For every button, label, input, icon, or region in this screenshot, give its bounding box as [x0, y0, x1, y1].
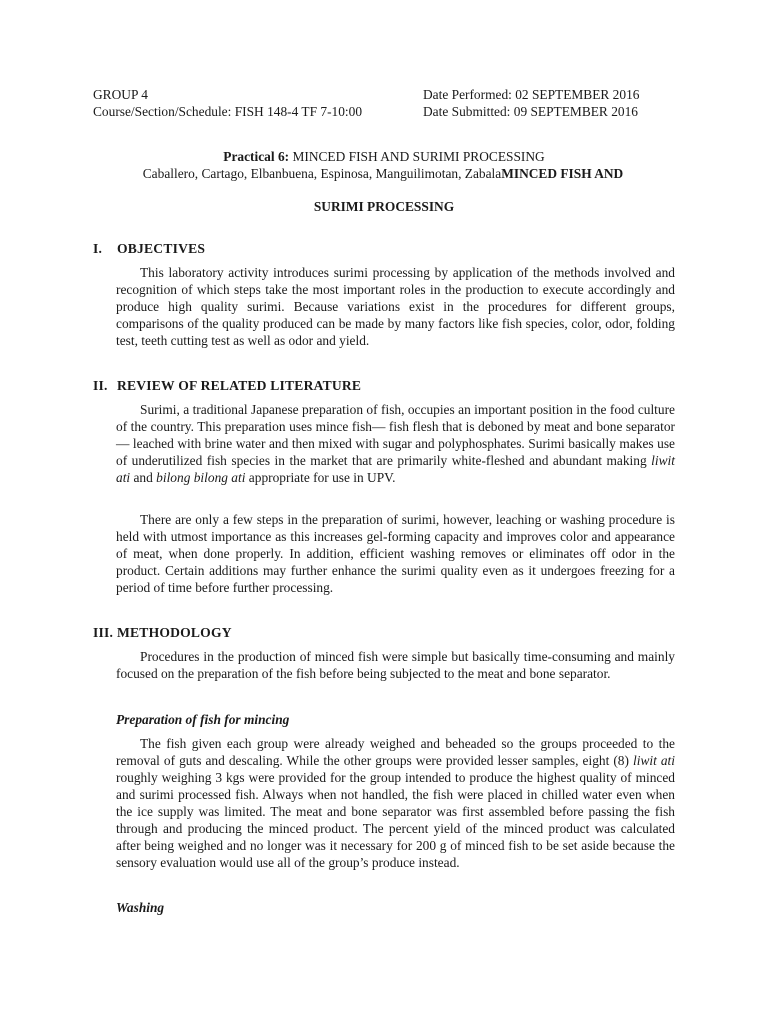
header-row-1 — [93, 87, 673, 104]
text-run: roughly weighing 3 kgs were provided for the group intended to produce the highest quality of minced and surimi processed fish. Always when not handled, the fish were placed in chilled water even when the ice supply was limited. The meat and bone separator was first assembled before passing the fish through and producing the minced product. The percent yield of the minced product was calculated after being weighed and no longer was it necessary for 200 g of minced fish to be set aside because the sensory evaluation would use all of the group’s produce instead. — [116, 770, 675, 870]
objectives-paragraph: This laboratory activity introduces surimi processing by application of the methods involved and recognition of which steps take the most important roles in the production to execute accordingly and produce high quality surimi. Because variations exist in the procedures for different groups, comparisons of the quality produced can be made by many factors like fish species, color, odor, folding test, teeth cutting test as well as odor and yield. — [116, 265, 675, 349]
heading-objectives — [93, 241, 205, 258]
repeat-title-a: MINCED FISH AND — [501, 166, 624, 181]
species-name: bilong bilong ati — [156, 470, 246, 486]
text-run: appropriate for use in UPV. — [245, 470, 396, 486]
heading-review — [93, 378, 361, 395]
species-name: liwit ati — [116, 453, 675, 486]
practical-label: Practical 6: — [223, 149, 290, 164]
heading-methodology — [93, 625, 232, 642]
date-performed: Date Performed: 02 SEPTEMBER 2016 — [423, 87, 640, 102]
text-run: and — [130, 470, 157, 486]
review-paragraph-2: There are only a few steps in the preparation of surimi, however, leaching or washing procedure is held with utmost importance as this increases gel-forming capacity and improves color and appearance of meat, when done properly. In addition, efficient washing removes or eliminates off odor in the product. Certain additions may further enhance the surimi quality even as it undergoes freezing for a period of time before further processing. — [116, 512, 675, 596]
text-run: The fish given each group were already weighed and beheaded so the groups proceeded to the removal of guts and descaling. While the other groups were provided lesser samples, eight (8) — [116, 736, 675, 769]
authors: Caballero, Cartago, Elbanbuena, Espinosa, Manguilimotan, Zabala — [142, 166, 502, 181]
heading-number: III. — [93, 625, 114, 640]
practical-title — [0, 149, 768, 166]
species-name: liwit ati — [633, 753, 675, 769]
methodology-paragraph-2 — [116, 736, 675, 871]
heading-text: REVIEW OF RELATED LITERATURE — [117, 378, 362, 393]
heading-text: OBJECTIVES — [117, 241, 206, 256]
date-submitted: Date Submitted: 09 SEPTEMBER 2016 — [423, 104, 638, 119]
repeat-title-b: SURIMI PROCESSING — [313, 199, 455, 214]
authors-line — [93, 166, 673, 183]
subheading-washing: Washing — [116, 900, 165, 915]
subheading-preparation: Preparation of fish for mincing — [116, 712, 290, 727]
group-label: GROUP 4 — [93, 87, 148, 102]
text-run: Surimi, a traditional Japanese preparation of fish, occupies an important position in the food culture of the country. This preparation uses mince fish— fish flesh that is deboned by meat and bone separator— leached with brine water and then mixed with sugar and polyphosphates. Surimi basically makes use of underutilized fish species in the market that are primarily white-fleshed and abundant making — [116, 402, 675, 469]
review-paragraph-1 — [116, 402, 675, 487]
heading-number: II. — [93, 378, 108, 393]
course-info: Course/Section/Schedule: FISH 148-4 TF 7-10:00 — [93, 104, 363, 119]
heading-number: I. — [93, 241, 103, 256]
practical-title-text: MINCED FISH AND SURIMI PROCESSING — [292, 149, 545, 164]
methodology-paragraph-1: Procedures in the production of minced fish were simple but basically time-consuming and mainly focused on the preparation of the fish before being subjected to the meat and bone separator. — [116, 649, 675, 682]
heading-text: METHODOLOGY — [117, 625, 232, 640]
header-row-2 — [93, 104, 673, 121]
